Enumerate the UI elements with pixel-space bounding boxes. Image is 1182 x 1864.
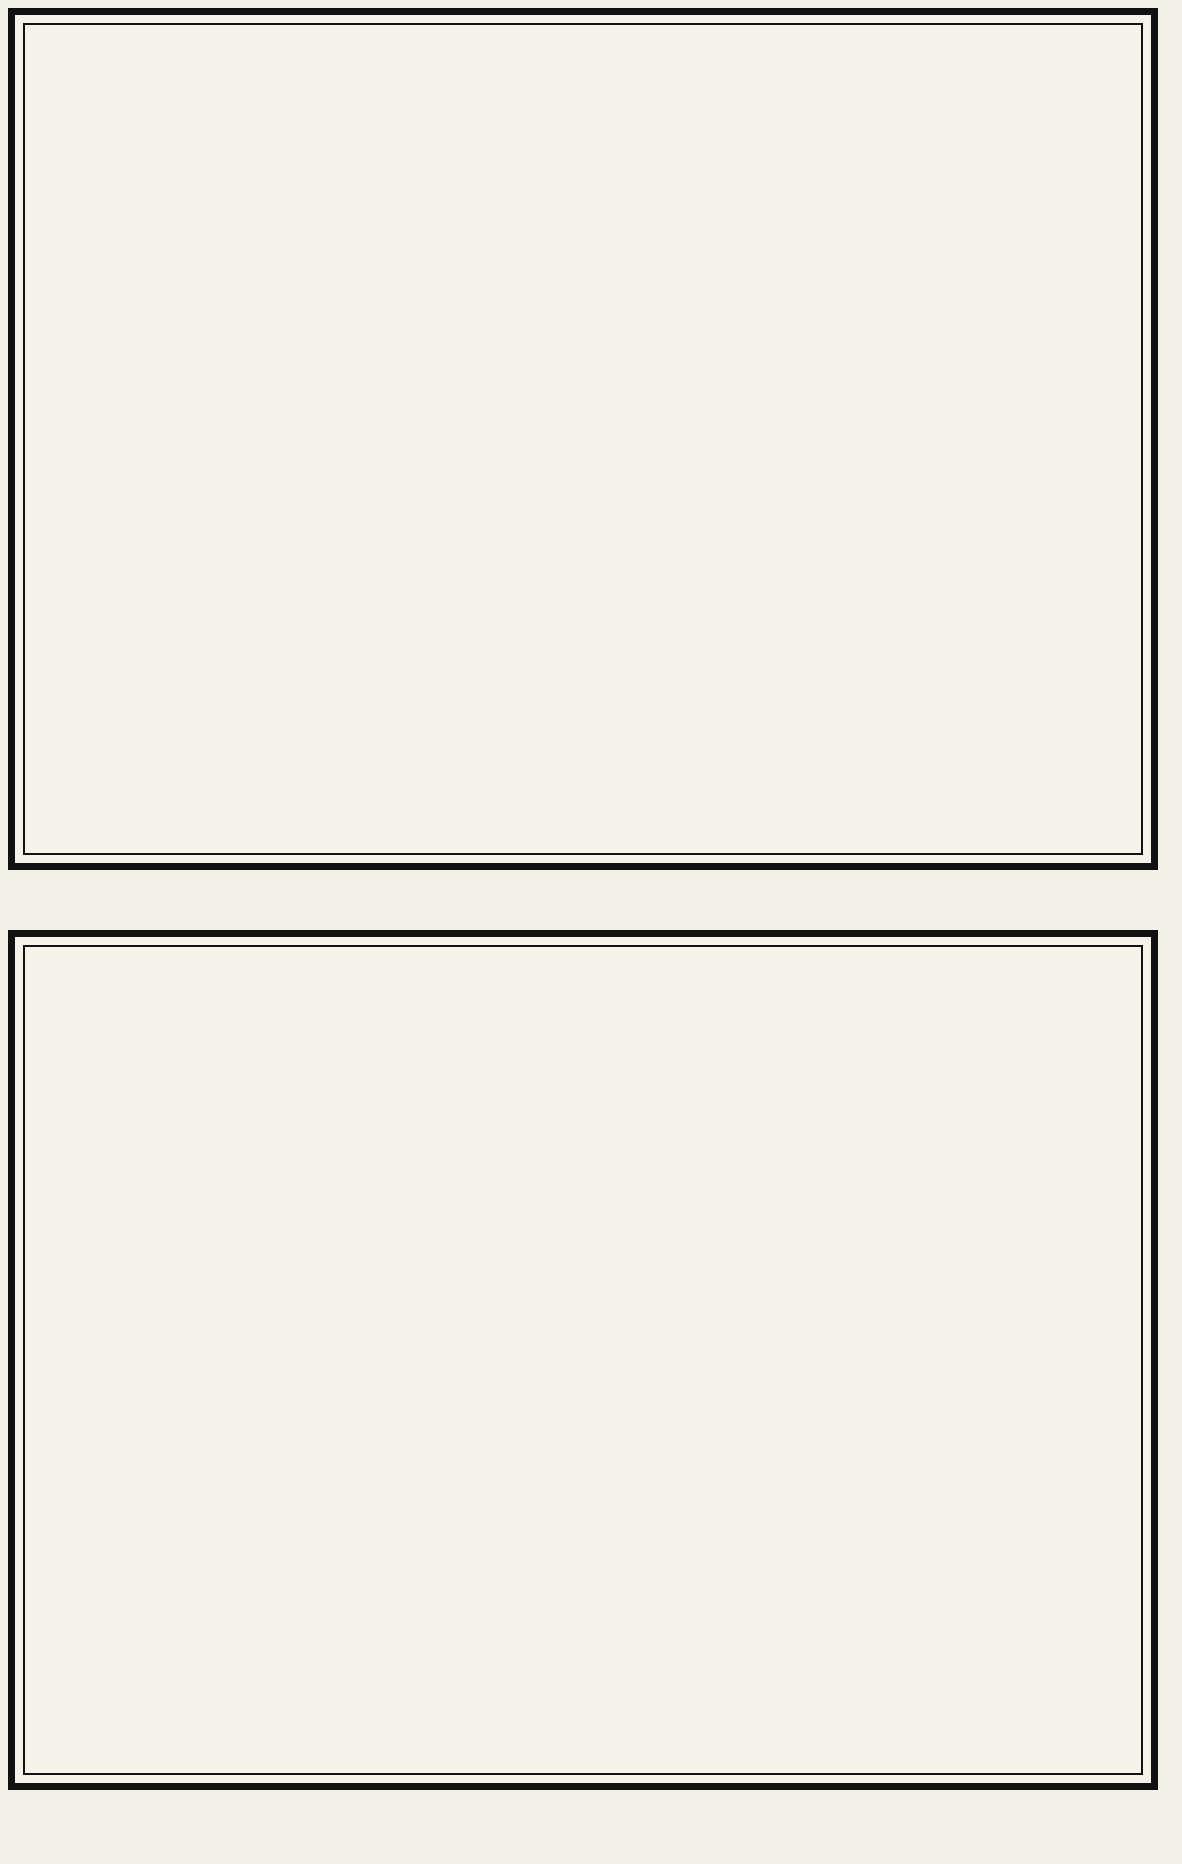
bottom-columns [23,945,1143,1775]
top-columns [23,23,1143,855]
bottom-page [8,930,1158,1790]
top-page [8,8,1158,870]
